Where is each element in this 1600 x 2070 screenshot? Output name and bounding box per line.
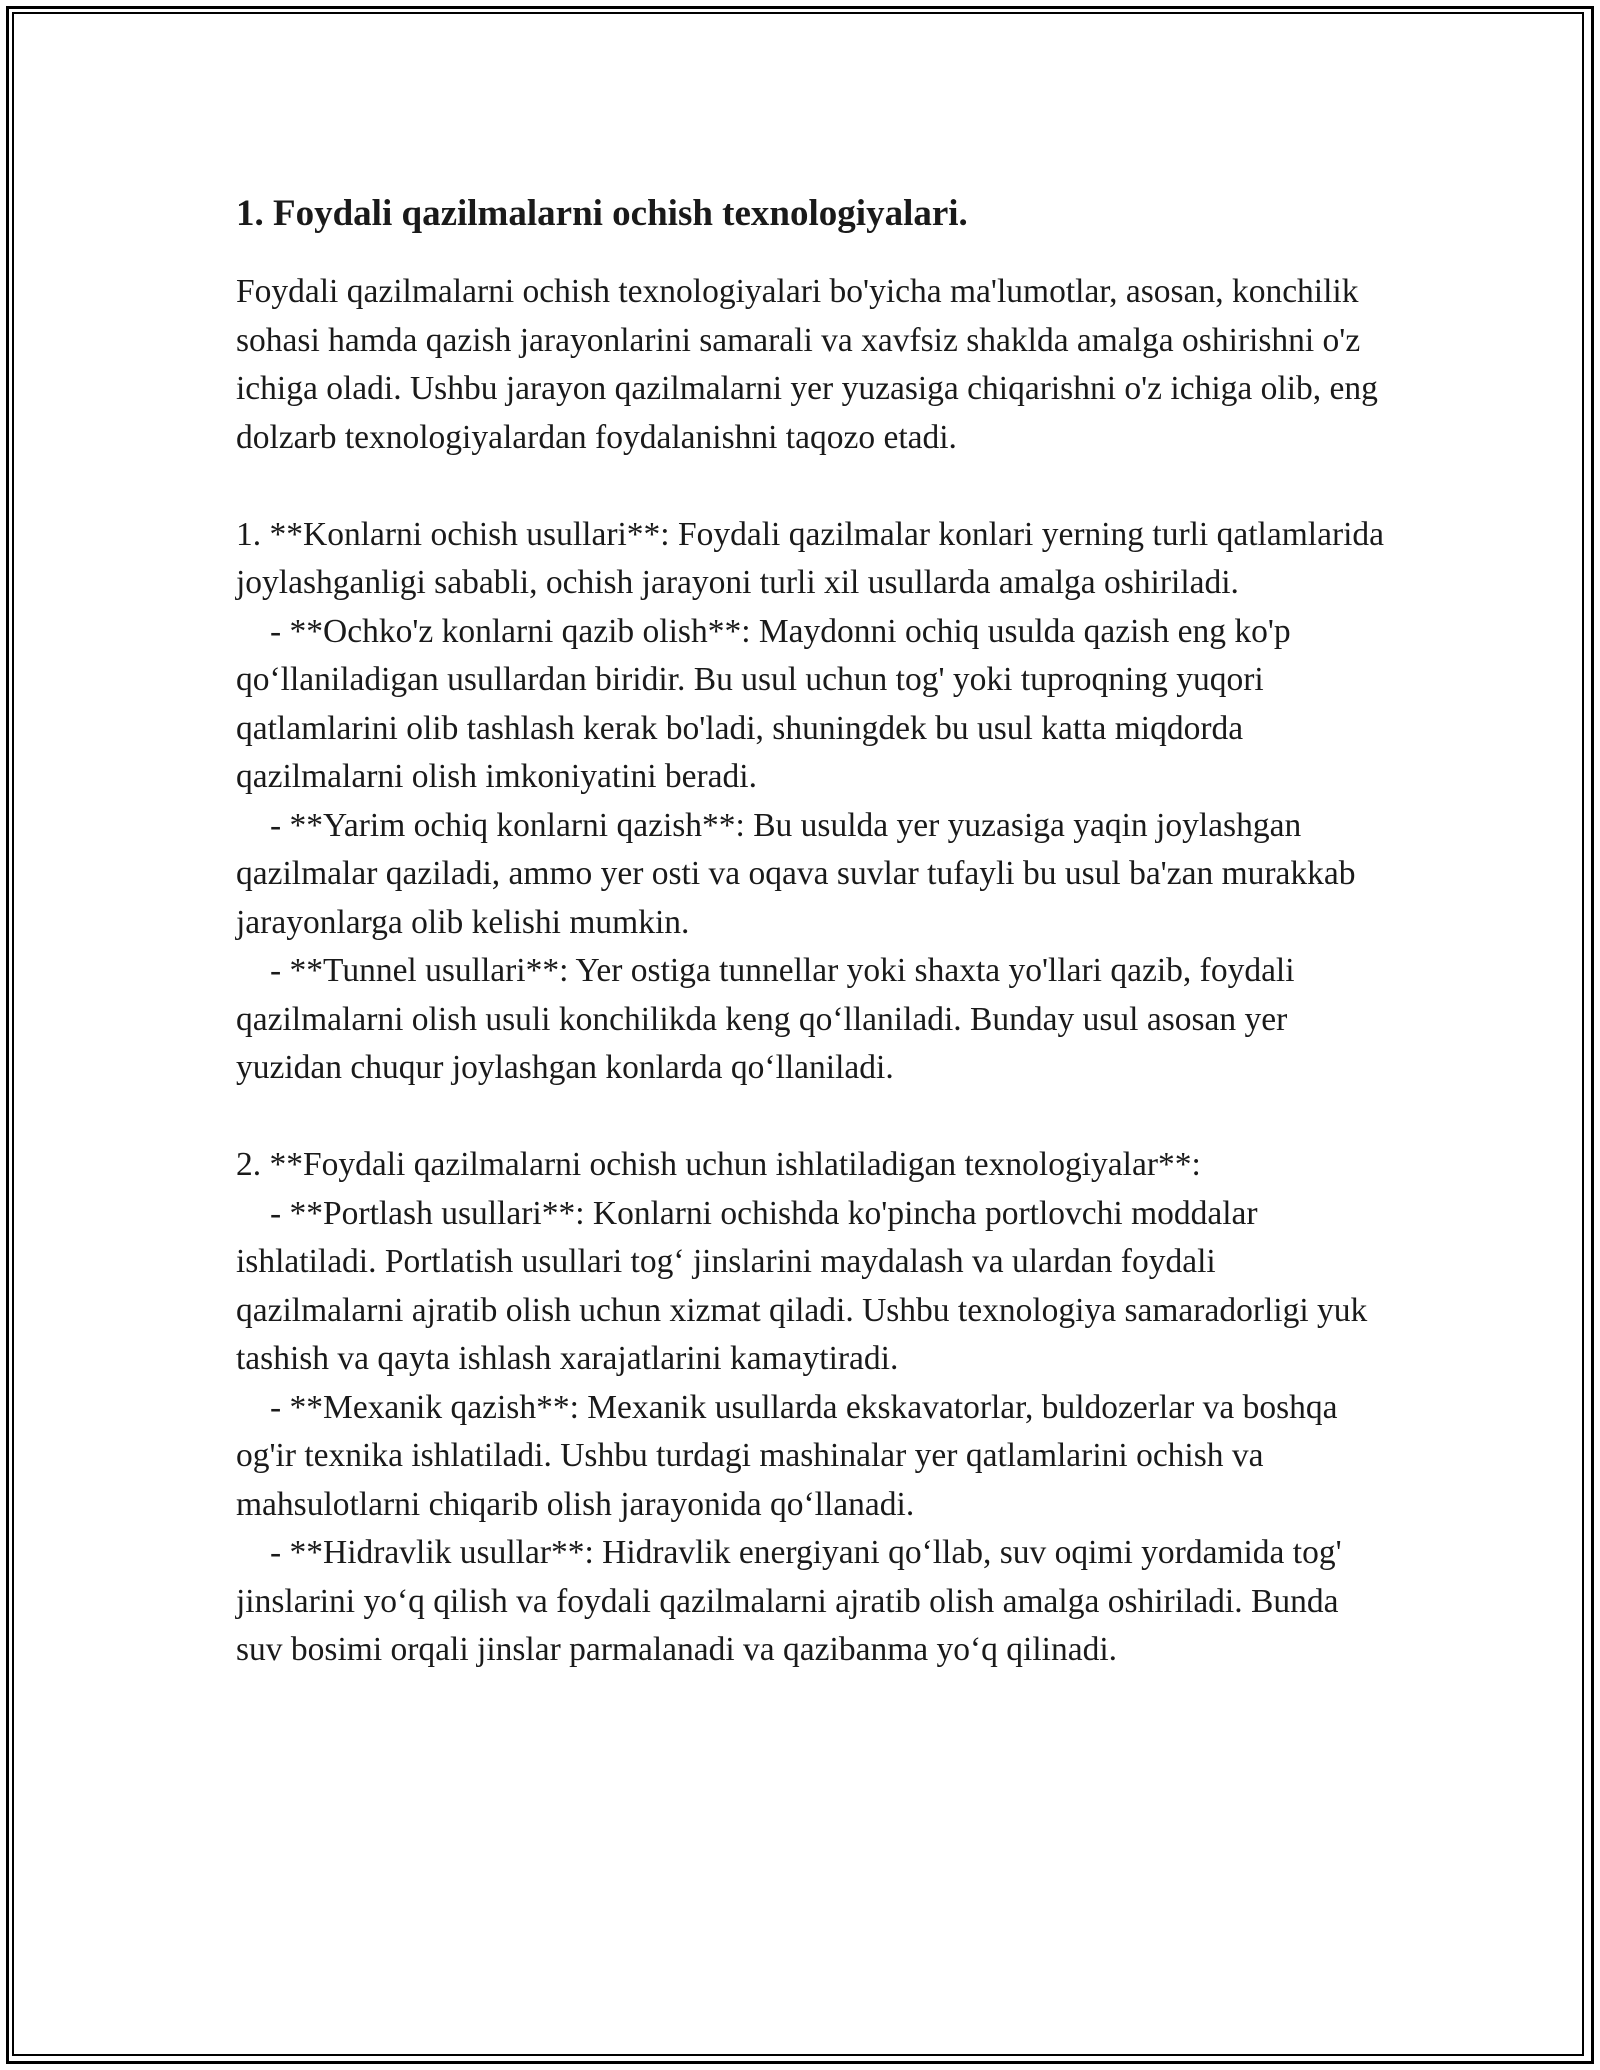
paragraph-spacer xyxy=(236,1093,1386,1142)
paragraph-spacer xyxy=(236,462,1386,511)
section-2 xyxy=(236,1141,1386,1675)
section-1-heading: 1. **Konlarni ochish usullari**: Foydali qazilmalar konlari yerning turli qatlamlarida joylashganligi sababli, ochish jarayoni turli xil usullarda amalga oshiriladi. xyxy=(236,515,1385,601)
section-2-heading: 2. **Foydali qazilmalarni ochish uchun ishlatiladigan texnologiyalar**: xyxy=(236,1146,1201,1183)
section-2-item-3: - **Hidravlik usullar**: Hidravlik energiyani qo‘llab, suv oqimi yordamida tog' jinslarini yo‘q qilish va foydali qazilmalarni ajratib olish amalga oshiriladi. Bunda suv bosimi orqali jinslar parmalanadi va qazibanma yo‘q qilinadi. xyxy=(236,1534,1342,1668)
section-1-item-3: - **Tunnel usullari**: Yer ostiga tunnellar yoki shaxta yo'llari qazib, foydali qazilmalarni olish usuli konchilikda keng qo‘llaniladi. Bunday usul asosan yer yuzidan chuqur joylashgan konlarda qo‘llaniladi. xyxy=(236,952,1295,1086)
section-2-item-2: - **Mexanik qazish**: Mexanik usullarda ekskavatorlar, buldozerlar va boshqa og'ir texnika ishlatiladi. Ushbu turdagi mashinalar yer qatlamlarini ochish va mahsulotlarni chiqarib olish jarayonida qo‘llanadi. xyxy=(236,1388,1338,1523)
section-1-item-2: - **Yarim ochiq konlarni qazish**: Bu usulda yer yuzasiga yaqin joylashgan qazilmalar qaziladi, ammo yer osti va oqava suvlar tufayli bu usul ba'zan murakkab jarayonlarga olib kelishi mumkin. xyxy=(236,806,1356,941)
section-1-item-1: - **Ochko'z konlarni qazib olish**: Maydonni ochiq usulda qazish eng ko'p qo‘llaniladigan usullardan biridir. Bu usul uchun tog' yoki tuproqning yuqori qatlamlarini olib tashlash kerak bo'ladi, shuningdek bu usul katta miqdorda qazilmalarni olish imkoniyatini beradi. xyxy=(236,612,1291,795)
document-title: 1. Foydali qazilmalarni ochish texnologiyalari. xyxy=(236,193,968,234)
section-1 xyxy=(236,511,1386,1093)
section-2-item-1: - **Portlash usullari**: Konlarni ochishda ko'pincha portlovchi moddalar ishlatiladi. Portlatish usullari tog‘ jinslarini maydalash va ulardan foydali qazilmalarni ajratib olish uchun xizmat qiladi. Ushbu texnologiya samaradorligi yuk tashish va qayta ishlash xarajatlarini kamaytiradi. xyxy=(236,1194,1368,1377)
intro-paragraph: Foydali qazilmalarni ochish texnologiyalari bo'yicha ma'lumotlar, asosan, konchilik sohasi hamda qazish jarayonlarini samarali va xavfsiz shaklda amalga oshirishni o'z ichiga oladi. Ushbu jarayon qazilmalarni yer yuzasiga chiqarishni o'z ichiga olib, eng dolzarb texnologiyalardan foydalanishni taqozo etadi. xyxy=(236,273,1378,456)
document-body xyxy=(236,186,1386,1675)
